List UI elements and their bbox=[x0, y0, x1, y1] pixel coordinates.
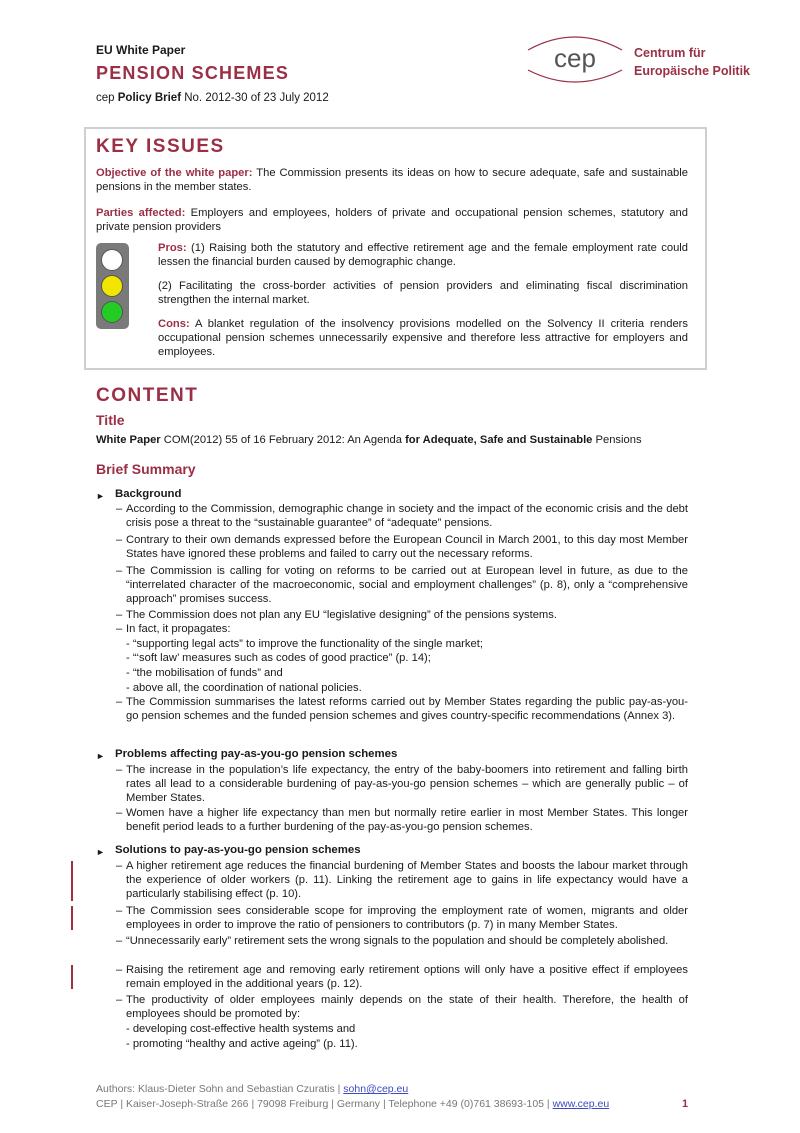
sub-list-item: - above all, the coordination of national policies. bbox=[126, 682, 362, 694]
problems-heading: Problems affecting pay-as-you-go pension schemes bbox=[115, 748, 398, 760]
list-item: – In fact, it propagates: bbox=[116, 623, 231, 635]
logo-text: cep bbox=[554, 43, 596, 73]
list-item: – The Commission sees considerable scope for improving the employment rate of women, migrants and older employees in order to improve the ratio of pensioners to contributors (p. 7) in many Member States. bbox=[116, 905, 688, 931]
list-item: – Raising the retirement age and removing early retirement options will only have a positive effect if employees remain employed in the additional years (p. 12). bbox=[116, 964, 688, 990]
authors-text: Authors: Klaus-Dieter Sohn and Sebastian Czuratis | bbox=[96, 1083, 344, 1095]
title-line-a: White Paper bbox=[96, 434, 161, 446]
list-item: – Contrary to their own demands expressed before the European Council in March 2001, to this day most Member States have ignored these problems and failed to carry out the necessary reforms. bbox=[116, 534, 688, 560]
arrow-icon: ► bbox=[96, 491, 105, 501]
key-issues-heading: KEY ISSUES bbox=[96, 136, 225, 157]
yellow-light bbox=[101, 275, 123, 297]
list-item: – According to the Commission, demographic change in society and the impact of the economic crisis and the debt crisis pose a threat to the “sustainable guarantee” of “adequate” pensions. bbox=[116, 503, 688, 529]
objective-label: Objective of the white paper: bbox=[96, 167, 253, 179]
page-number: 1 bbox=[682, 1098, 689, 1110]
cons-paragraph bbox=[158, 317, 688, 359]
revision-marker bbox=[71, 965, 73, 989]
org-name bbox=[634, 44, 750, 80]
address-text: CEP | Kaiser-Joseph-Straße 266 | 79098 Freiburg | Germany | Telephone +49 (0)761 38693-105 | bbox=[96, 1098, 553, 1110]
document-type: EU White Paper bbox=[96, 43, 186, 57]
title-line-c: for Adequate, Safe and Sustainable bbox=[405, 434, 593, 446]
list-item: – A higher retirement age reduces the financial burdening of Member States and boosts the labour market through the experience of older workers (p. 11). Linking the retirement age to gains in life expectancy would have a particularly stabilising effect (p. 10). bbox=[116, 860, 688, 900]
list-item: – The Commission summarises the latest reforms carried out by Member States regarding the public pay-as-you-go pension schemes and the funded pension schemes and gives country-specific recommendations (Annex 3). bbox=[116, 696, 688, 722]
cep-logo bbox=[520, 30, 630, 85]
white-light bbox=[101, 249, 123, 271]
footer-address bbox=[96, 1098, 609, 1110]
brief-summary-heading: Brief Summary bbox=[96, 461, 196, 477]
website-link[interactable]: www.cep.eu bbox=[552, 1098, 610, 1110]
cons-label: Cons: bbox=[158, 318, 190, 330]
pros-paragraph-1 bbox=[158, 241, 688, 269]
pros-text-1: (1) Raising both the statutory and effective retirement age and the female employment rate could lessen the financial burden caused by demographic change. bbox=[158, 242, 688, 268]
brief-label: Policy Brief bbox=[117, 92, 182, 104]
cons-text: A blanket regulation of the insolvency provisions modelled on the Solvency II criteria renders occupational pension schemes unnecessarily expensive and therefore less attractive for employers and employees. bbox=[158, 318, 688, 358]
objective-paragraph bbox=[96, 166, 688, 194]
brief-number: No. 2012-30 of 23 July 2012 bbox=[184, 92, 329, 104]
sub-list-item: - “‘soft law’ measures such as codes of good practice” (p. 14); bbox=[126, 652, 431, 664]
solutions-heading: Solutions to pay-as-you-go pension schemes bbox=[115, 844, 361, 856]
list-item: – Women have a higher life expectancy than men but normally retire earlier in most Member States. This longer benefit period leads to a further burdening of the pay-as-you-go pension schemes. bbox=[116, 807, 688, 833]
traffic-light-icon bbox=[96, 243, 129, 329]
list-item: – The increase in the population’s life expectancy, the entry of the baby-boomers into retirement and falling birth rates all lead to a considerable burdening of pay-as-you-go pension schemes – which are generally public – of Member States. bbox=[116, 764, 688, 804]
background-heading: Background bbox=[115, 488, 182, 500]
parties-paragraph bbox=[96, 206, 688, 234]
list-item: – The Commission does not plan any EU “legislative designing” of the pensions systems. bbox=[116, 609, 557, 621]
sub-list-item: - promoting “healthy and active ageing” (p. 11). bbox=[126, 1038, 358, 1050]
pros-label: Pros: bbox=[158, 242, 187, 254]
title-heading: Title bbox=[96, 412, 125, 428]
content-heading: CONTENT bbox=[96, 385, 199, 406]
brief-prefix: cep bbox=[96, 92, 115, 104]
arrow-icon: ► bbox=[96, 751, 105, 761]
pros-paragraph-2: (2) Facilitating the cross-border activities of pension providers and eliminating fiscal discrimination strengthen the internal market. bbox=[158, 280, 688, 306]
title-line bbox=[96, 433, 696, 447]
sub-list-item: - “supporting legal acts” to improve the functionality of the single market; bbox=[126, 638, 483, 650]
title-line-b: COM(2012) 55 of 16 February 2012: An Agenda bbox=[160, 434, 406, 446]
arrow-icon: ► bbox=[96, 847, 105, 857]
title-line-d: Pensions bbox=[592, 434, 642, 446]
footer-authors bbox=[96, 1083, 408, 1095]
list-item: – The Commission is calling for voting on reforms to be carried out at European level in future, as due to the “interrelated character of the macroeconomic, social and employment challenges” (p. 8), only a “comprehensive approach” promises success. bbox=[116, 565, 688, 605]
parties-label: Parties affected: bbox=[96, 207, 186, 219]
org-name-line1: Centrum für bbox=[634, 46, 706, 60]
policy-brief-line bbox=[96, 92, 329, 104]
objective-text: The Commission presents its ideas on how to secure adequate, safe and sustainable pensions in the member states. bbox=[96, 167, 688, 193]
green-light bbox=[101, 301, 123, 323]
page-title: PENSION SCHEMES bbox=[96, 63, 290, 83]
author-email-link[interactable]: sohn@cep.eu bbox=[343, 1083, 409, 1095]
sub-list-item: - “the mobilisation of funds” and bbox=[126, 667, 283, 679]
revision-marker bbox=[71, 861, 73, 901]
list-item: – “Unnecessarily early” retirement sets the wrong signals to the population and should be completely abolished. bbox=[116, 935, 669, 947]
org-name-line2: Europäische Politik bbox=[634, 64, 751, 78]
revision-marker bbox=[71, 906, 73, 930]
list-item: – The productivity of older employees mainly depends on the state of their health. Therefore, the health of employees should be promoted by: bbox=[116, 994, 688, 1020]
parties-text: Employers and employees, holders of private and occupational pension schemes, statutory and private pension providers bbox=[96, 207, 688, 233]
sub-list-item: - developing cost-effective health systems and bbox=[126, 1023, 356, 1035]
